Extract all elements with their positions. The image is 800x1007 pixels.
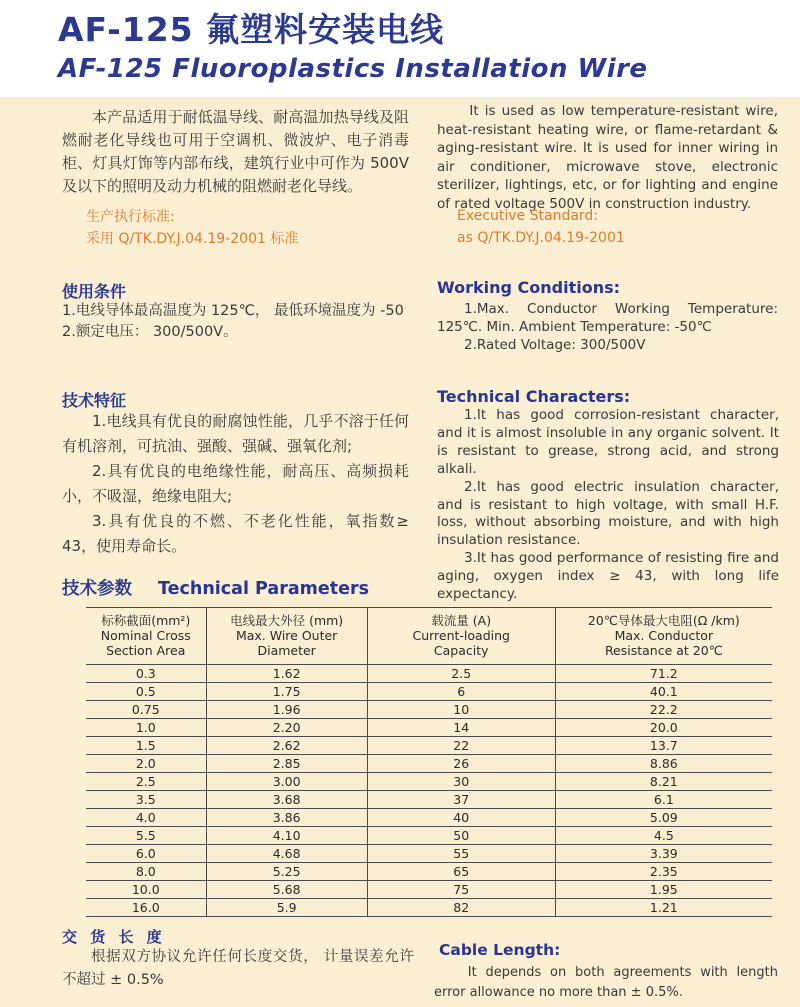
table-cell: 40 [367, 809, 555, 827]
table-cell: 3.39 [555, 845, 772, 863]
table-cell: 37 [367, 791, 555, 809]
executive-standard-english [457, 205, 625, 249]
technical-characters-item: 3.具有优良的不燃、不老化性能，氧指数≥ 43，使用寿命长。 [62, 512, 409, 555]
working-conditions-item: 1.电线导体最高温度为 125℃， 最低环境温度为 -50 [62, 303, 404, 319]
technical-characters-item: 1.电线具有优良的耐腐蚀性能，几乎不溶于任何有机溶剂，可抗油、强酸、强碱、强氧化剂; [62, 412, 409, 455]
parameters-table-head [86, 608, 772, 665]
table-cell: 3.5 [86, 791, 206, 809]
page-title-english: AF-125 Fluoroplastics Installation Wire [58, 54, 648, 84]
table-row [86, 701, 772, 719]
table-row [86, 845, 772, 863]
technical-parameters-table [86, 607, 772, 917]
table-cell: 1.96 [206, 701, 367, 719]
page-title-chinese: AF-125 氟塑料安装电线 [58, 10, 445, 49]
col-header-nominal-cross-section: 标称截面(mm²) Nominal Cross Section Area [86, 608, 206, 665]
technical-characters-item: 1.It has good corrosion-resistant character, and it is almost insoluble in any organic solvent. It is resistant to grease, strong acid, and strong alkali. [437, 407, 779, 477]
table-cell: 30 [367, 773, 555, 791]
table-cell: 6.0 [86, 845, 206, 863]
table-cell: 8.0 [86, 863, 206, 881]
technical-characters-list-cn [62, 409, 409, 559]
table-cell: 22.2 [555, 701, 772, 719]
technical-characters-heading-en: Technical Characters: [437, 387, 631, 406]
table-cell: 8.21 [555, 773, 772, 791]
table-cell: 2.20 [206, 719, 367, 737]
table-cell: 82 [367, 899, 555, 917]
table-row [86, 773, 772, 791]
table-cell: 16.0 [131, 900, 160, 915]
table-cell: 1.95 [555, 881, 772, 899]
table-cell: 2.5 [86, 773, 206, 791]
technical-parameters-heading [62, 575, 369, 600]
technical-characters-list-en [437, 407, 779, 604]
table-cell: 4.10 [206, 827, 367, 845]
table-cell: 5.09 [555, 809, 772, 827]
working-conditions-heading-cn: 使用条件 [62, 282, 127, 301]
table-cell: 6 [367, 683, 555, 701]
table-cell: 65 [367, 863, 555, 881]
technical-characters-item: 2.具有优良的电绝缘性能，耐高压、高频损耗小，不吸湿，绝缘电阻大; [62, 462, 409, 505]
table-cell: 14 [367, 719, 555, 737]
cable-length-heading-cn: 交 货 长 度 [62, 928, 166, 946]
working-conditions-list-cn [62, 301, 412, 343]
table-cell: 1.75 [206, 683, 367, 701]
table-row [86, 791, 772, 809]
working-conditions-item: 2.额定电压： 300/500V。 [62, 324, 238, 340]
table-cell: 8.86 [555, 755, 772, 773]
table-cell: 1.62 [206, 665, 367, 683]
table-cell: 10 [367, 701, 555, 719]
table-row [86, 881, 772, 899]
table-row [86, 755, 772, 773]
working-conditions-item: 2.Rated Voltage: 300/500V [464, 337, 646, 353]
table-cell: 22 [367, 737, 555, 755]
cable-length-heading-en: Cable Length: [439, 941, 561, 959]
table-cell: 2.35 [555, 863, 772, 881]
table-cell: 26 [367, 755, 555, 773]
table-cell: 3.00 [206, 773, 367, 791]
table-cell: 20.0 [555, 719, 772, 737]
parameters-header-row [86, 608, 772, 665]
table-cell: 75 [367, 881, 555, 899]
executive-standard-label-cn: 生产执行标准: [86, 209, 175, 225]
table-row [86, 683, 772, 701]
table-cell: 1.0 [86, 719, 206, 737]
table-row [86, 665, 772, 683]
executive-standard-value-cn: 采用 Q/TK.DY.J.04.19-2001 标准 [86, 231, 299, 247]
cable-length-text-cn: 根据双方协议允许任何长度交货， 计量误差允许不超过 ± 0.5% [62, 949, 414, 988]
cable-length-text-en: It depends on both agreements with length error allowance no more than ± 0.5%. [434, 965, 778, 1000]
col-header-max-conductor-resistance: 20℃导体最大电阻(Ω /km) Max. Conductor Resistance at 20℃ [555, 608, 772, 665]
table-cell: 3.68 [206, 791, 367, 809]
executive-standard-chinese [86, 206, 298, 250]
technical-parameters-heading-cn: 技术参数 [62, 579, 132, 599]
table-cell: 2.62 [206, 737, 367, 755]
executive-standard-label-en: Executive Standard: [457, 208, 599, 224]
table-cell: 5.25 [206, 863, 367, 881]
col-header-current-loading-capacity: 载流量 (A) Current-loading Capacity [367, 608, 555, 665]
technical-characters-heading-cn: 技术特征 [62, 391, 127, 410]
intro-paragraph-english: It is used as low temperature-resistant wire, heat-resistant heating wire, or flame-retardant & aging-resistant wire. It is used for inner wiring in air conditioner, microwave stove, electronic sterilizer, lightings, etc, or for lighting and engine of rated voltage 500V in construction industry. [437, 103, 778, 212]
table-cell: 4.0 [86, 809, 206, 827]
executive-standard-value-en: as Q/TK.DY.J.04.19-2001 [457, 230, 625, 246]
table-cell: 40.1 [555, 683, 772, 701]
working-conditions-heading-en: Working Conditions: [437, 278, 620, 297]
table-cell: 5.5 [86, 827, 206, 845]
table-cell: 10.0 [86, 881, 206, 899]
table-cell: 1.21 [555, 899, 772, 917]
technical-characters-item: 3.It has good performance of resisting fire and aging, oxygen index ≥ 43, with long life expectancy. [437, 550, 779, 603]
table-cell: 55 [367, 845, 555, 863]
table-cell: 13.7 [555, 737, 772, 755]
table-cell: 5.68 [206, 881, 367, 899]
technical-parameters-heading-en: Technical Parameters [158, 579, 370, 599]
table-cell: 2.0 [86, 755, 206, 773]
table-row [86, 809, 772, 827]
technical-characters-item: 2.It has good electric insulation character, and is resistant to high voltage, with small H.F. loss, without absorbing moisture, and with high insulation resistance. [437, 478, 779, 549]
table-cell: 1.5 [86, 737, 206, 755]
table-row [86, 719, 772, 737]
table-row [86, 863, 772, 881]
table-row [86, 899, 772, 917]
table-cell: 4.5 [555, 827, 772, 845]
table-cell: 0.3 [86, 665, 206, 683]
table-cell: 4.68 [206, 845, 367, 863]
table-cell: 6.1 [555, 791, 772, 809]
table-cell: 5.9 [206, 899, 367, 917]
col-header-max-wire-outer-diameter: 电线最大外径 (mm) Max. Wire Outer Diameter [206, 608, 367, 665]
table-row [86, 827, 772, 845]
working-conditions-list-en [437, 300, 778, 354]
table-row [86, 737, 772, 755]
table-cell: 50 [367, 827, 555, 845]
table-cell: 0.75 [86, 701, 206, 719]
table-cell: 3.86 [206, 809, 367, 827]
table-cell: 71.2 [555, 665, 772, 683]
table-cell: 0.5 [86, 683, 206, 701]
table-cell: 2.85 [206, 755, 367, 773]
table-cell: 2.5 [367, 665, 555, 683]
parameters-table-body [86, 665, 772, 917]
intro-paragraph-chinese: 本产品适用于耐低温导线、耐高温加热导线及阻燃耐老化导线也可用于空调机、微波炉、电子消毒柜、灯具灯饰等内部布线，建筑行业中可作为 500V 及以下的照明及动力机械的阻燃耐老化导线。 [62, 108, 409, 195]
working-conditions-item: 1.Max. Conductor Working Temperature: 125℃. Min. Ambient Temperature: -50℃ [437, 301, 778, 335]
